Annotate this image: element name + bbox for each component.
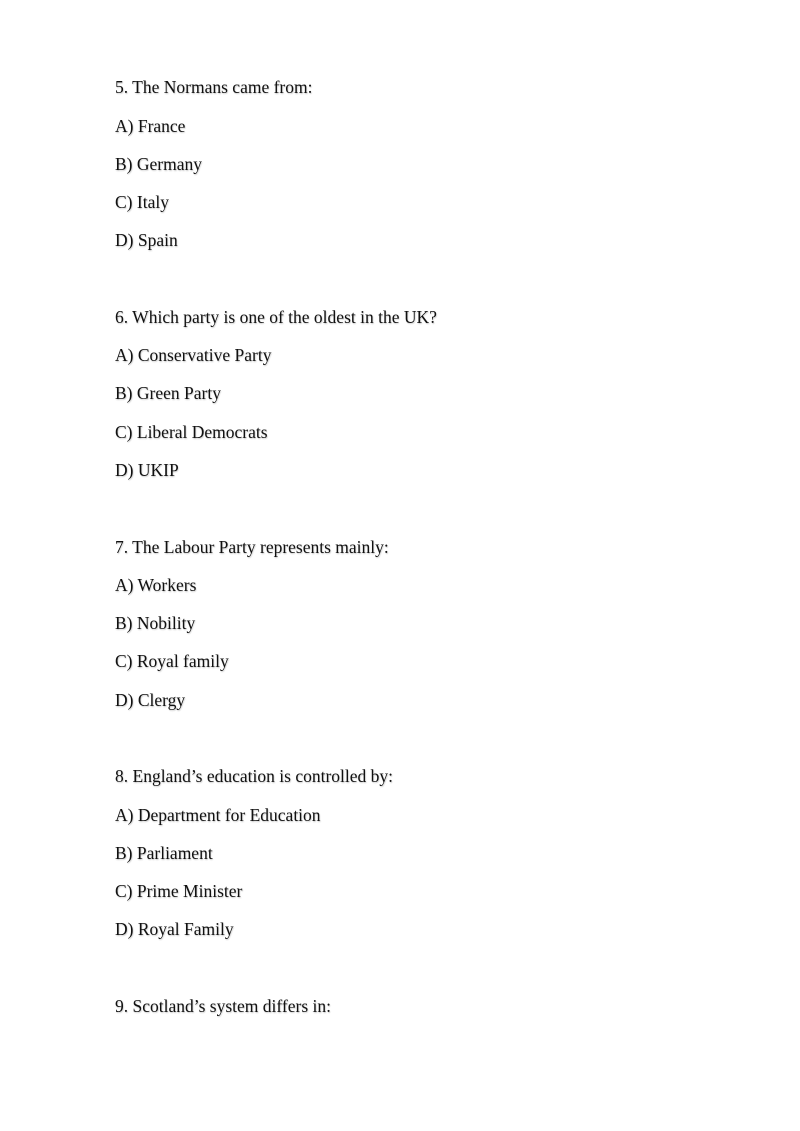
question-7-option-a: A) Workers [115,575,197,595]
question-6-option-d: D) UKIP [115,460,179,480]
question-6: 6. Which party is one of the oldest in the UK? [115,307,437,327]
question-8: 8. England’s education is controlled by: [115,766,394,786]
question-7-option-d: D) Clergy [115,690,186,710]
question-7: 7. The Labour Party represents mainly: [115,537,389,557]
question-5-option-d: D) Spain [115,230,178,250]
question-6-option-a: A) Conservative Party [115,345,272,365]
question-5: 5. The Normans came from: [115,77,313,97]
question-6-option-b: B) Green Party [115,383,221,403]
question-5-option-b: B) Germany [115,154,202,174]
question-8-option-d: D) Royal Family [115,919,234,939]
question-8-option-a: A) Department for Education [115,805,321,825]
question-8-option-b: B) Parliament [115,843,213,863]
question-5-option-a: A) France [115,116,186,136]
question-7-option-c: C) Royal family [115,651,229,671]
question-5-option-c: C) Italy [115,192,169,212]
question-6-option-c: C) Liberal Democrats [115,422,268,442]
question-9: 9. Scotland’s system differs in: [115,996,331,1016]
question-7-option-b: B) Nobility [115,613,196,633]
question-8-option-c: C) Prime Minister [115,881,243,901]
